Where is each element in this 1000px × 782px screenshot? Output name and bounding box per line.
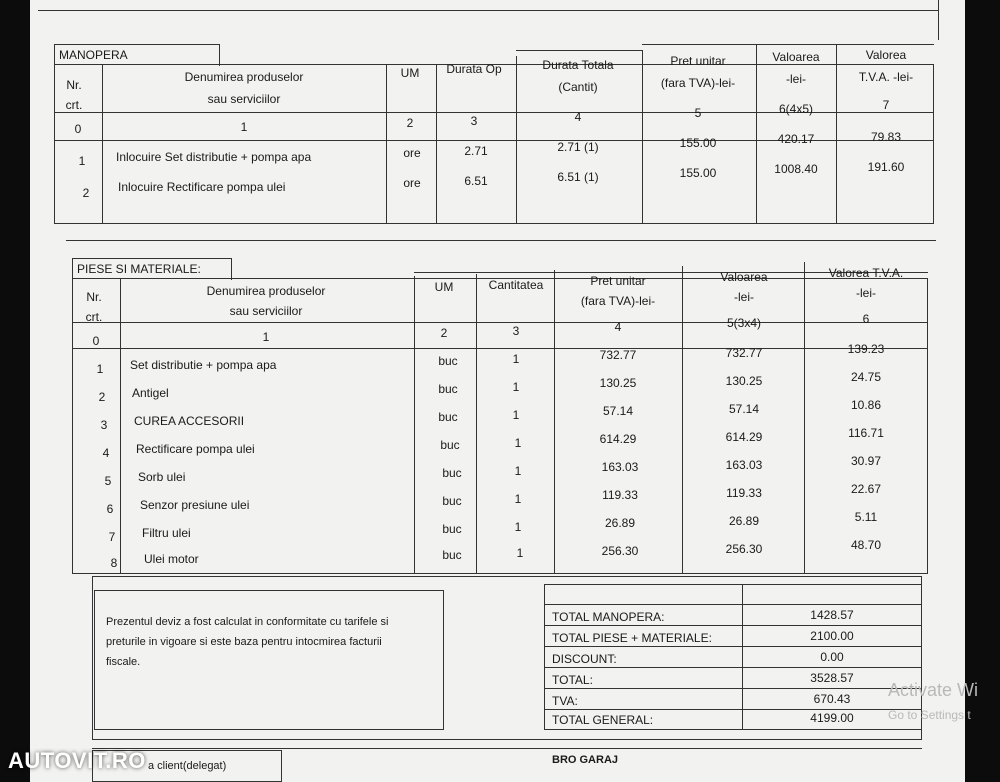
client-label: a client(delegat): [148, 760, 227, 772]
table-row-valoarea: 130.25: [725, 374, 763, 388]
notes-line: Prezentul deviz a fost calculat in conformitate cu tarifele si: [106, 616, 389, 628]
table-row-name: Inlocuire Set distributie + pompa apa: [116, 150, 312, 164]
piese-index-cell: 5(3x4): [726, 316, 762, 330]
table-row-qty: 1: [512, 380, 520, 394]
table-row-nr: 8: [110, 556, 118, 570]
piese-header-um: UM: [434, 280, 454, 294]
table-row-valoarea: 57.14: [728, 402, 760, 416]
piese-header-pret-sub: (fara TVA)-lei-: [580, 294, 656, 308]
table-row-nr: 1: [78, 154, 86, 168]
header-tva-sub: T.V.A. -lei-: [858, 70, 914, 84]
table-row-um: buc: [442, 494, 462, 508]
manopera-index-cell: 4: [574, 110, 582, 124]
table-row-name: Inlocuire Rectificare pompa ulei: [118, 180, 286, 194]
table-row-name: CUREA ACCESORII: [134, 414, 245, 428]
table-row-qty: 1: [514, 520, 522, 534]
header-name: Denumirea produselor: [184, 70, 304, 84]
header-durata-op: Durata Op: [446, 62, 502, 76]
manopera-index-cell: 2: [406, 116, 414, 130]
piese-header-crt: crt.: [85, 310, 103, 324]
table-row-durata-totala: 2.71 (1): [557, 140, 599, 154]
total-value: 3528.57: [810, 671, 854, 685]
table-row-name: Ulei motor: [144, 552, 199, 566]
header-um: UM: [400, 66, 420, 80]
piese-index-cell: 0: [92, 334, 100, 348]
table-row-name: Filtru ulei: [142, 526, 191, 540]
table-row-nr: 1: [96, 362, 104, 376]
piese-header-cantitatea: Cantitatea: [488, 278, 544, 292]
table-row-nr: 3: [100, 418, 108, 432]
header-durata-totala: Durata Totala: [542, 58, 614, 72]
table-row-um: buc: [440, 438, 460, 452]
table-row-durata-op: 2.71: [464, 144, 488, 158]
header-tva: Valorea: [865, 48, 907, 62]
windows-activation-subtext: Go to Settings t: [888, 708, 971, 722]
total-piese-value: 2100.00: [810, 629, 854, 643]
piese-header-valoarea-sub: -lei-: [734, 290, 754, 304]
table-row-durata-op: 6.51: [464, 174, 488, 188]
table-row-tva: 22.67: [850, 482, 882, 496]
table-row-tva: 48.70: [850, 538, 882, 552]
piese-header-valoarea: Valoarea: [720, 270, 768, 284]
table-row-name: Sorb ulei: [138, 470, 186, 484]
table-row-pret: 256.30: [601, 544, 639, 558]
document-screen: [30, 0, 965, 782]
table-row-qty: 1: [514, 436, 522, 450]
table-row-um: buc: [438, 354, 458, 368]
piese-title: PIESE SI MATERIALE:: [72, 258, 232, 280]
total-manopera-value: 1428.57: [810, 608, 854, 622]
table-row-valoarea: 1008.40: [774, 162, 818, 176]
table-row-qty: 1: [512, 352, 520, 366]
table-row-qty: 1: [516, 546, 524, 560]
piese-header-pret: Pret unitar: [590, 274, 646, 288]
manopera-index-cell: 6(4x5): [778, 102, 814, 116]
table-row-um: buc: [438, 382, 458, 396]
table-row-name: Antigel: [132, 386, 169, 400]
piese-header-name: Denumirea produselor: [206, 284, 326, 298]
table-row-um: ore: [403, 146, 421, 160]
header-valoarea: Valoarea: [772, 50, 820, 64]
monitor-bezel-right: [962, 0, 1000, 782]
table-row-qty: 1: [512, 408, 520, 422]
table-row-valoarea: 614.29: [725, 430, 763, 444]
total-general-label: TOTAL GENERAL:: [552, 713, 654, 727]
table-row-valoarea: 26.89: [728, 514, 760, 528]
total-general-value: 4199.00: [810, 711, 854, 725]
table-row-valoarea: 420.17: [777, 132, 815, 146]
table-row-pret: 155.00: [679, 136, 717, 150]
table-row-valoarea: 119.33: [726, 486, 762, 500]
table-row-pret: 614.29: [599, 432, 637, 446]
manopera-index-cell: 3: [470, 114, 478, 128]
top-right-border: [938, 0, 939, 40]
piese-index-cell: 4: [614, 320, 622, 334]
table-row-pret: 163.03: [601, 460, 639, 474]
piese-header-tva: Valorea T.V.A.: [828, 266, 904, 280]
table-row-tva: 10.86: [850, 398, 882, 412]
table-row-um: buc: [438, 410, 458, 424]
table-row-tva: 139.23: [847, 342, 885, 356]
manopera-index-cell: 1: [240, 120, 248, 134]
header-pret: Pret unitar: [670, 54, 726, 68]
table-row-tva: 24.75: [850, 370, 882, 384]
tva-label: TVA:: [552, 694, 578, 708]
header-cantit: (Cantit): [558, 80, 598, 94]
table-row-name: Rectificare pompa ulei: [136, 442, 255, 456]
table-row-um: buc: [442, 548, 462, 562]
table-row-valoarea: 732.77: [725, 346, 763, 360]
table-row-tva: 5.11: [854, 510, 878, 524]
piese-header-name-sub: sau serviciilor: [229, 304, 303, 318]
table-row-pret: 26.89: [604, 516, 636, 530]
table-row-qty: 1: [514, 492, 522, 506]
table-row-nr: 2: [82, 186, 90, 200]
windows-activation-text: Activate Wi: [888, 680, 979, 700]
discount-value: 0.00: [820, 650, 844, 664]
autovit-watermark-logo: AUTOVIT.RO: [8, 748, 146, 773]
table-row-pret: 130.25: [599, 376, 637, 390]
table-row-valoarea: 163.03: [725, 458, 763, 472]
manopera-index-cell: 5: [694, 106, 702, 120]
table-row-tva: 116.71: [848, 426, 884, 440]
total-label: TOTAL:: [552, 673, 593, 687]
piese-index-cell: 3: [512, 324, 520, 338]
header-valoarea-sub: -lei-: [786, 72, 806, 86]
notes-text: [106, 612, 388, 672]
manopera-index-cell: 0: [74, 122, 82, 136]
table-row-pret: 119.33: [602, 488, 638, 502]
notes-line: fiscale.: [106, 656, 141, 668]
table-row-pret: 155.00: [679, 166, 717, 180]
table-row-pret: 732.77: [599, 348, 637, 362]
table-row-name: Senzor presiune ulei: [140, 498, 250, 512]
table-row-qty: 1: [514, 464, 522, 478]
header-nr: Nr.: [66, 78, 82, 92]
piese-header-tva-sub: -lei-: [856, 286, 876, 300]
table-row-durata-totala: 6.51 (1): [557, 170, 599, 184]
table-row-tva: 30.97: [850, 454, 882, 468]
table-row-name: Set distributie + pompa apa: [130, 358, 277, 372]
table-row-tva: 79.83: [870, 130, 902, 144]
top-border: [38, 10, 938, 11]
table-row-valoarea: 256.30: [725, 542, 763, 556]
table-row-nr: 5: [104, 474, 112, 488]
table-row-pret: 57.14: [602, 404, 634, 418]
table-row-um: ore: [403, 176, 421, 190]
notes-line: preturile in vigoare si este baza pentru intocmirea facturii: [106, 636, 382, 648]
header-crt: crt.: [65, 98, 83, 112]
table-row-nr: 2: [98, 390, 106, 404]
manopera-title: MANOPERA: [54, 44, 220, 66]
manopera-index-cell: 7: [882, 98, 890, 112]
discount-label: DISCOUNT:: [552, 652, 617, 666]
piese-index-cell: 1: [262, 330, 270, 344]
table-row-nr: 6: [106, 502, 114, 516]
total-piese-label: TOTAL PIESE + MATERIALE:: [552, 631, 712, 645]
table-row-nr: 7: [108, 530, 116, 544]
table-row-um: buc: [442, 522, 462, 536]
header-name-sub: sau serviciilor: [207, 92, 281, 106]
piese-header-nr: Nr.: [86, 290, 102, 304]
header-pret-sub: (fara TVA)-lei-: [660, 76, 736, 90]
piese-index-cell: 2: [440, 326, 448, 340]
table-row-um: buc: [442, 466, 462, 480]
table-row-tva: 191.60: [867, 160, 905, 174]
table-row-nr: 4: [102, 446, 110, 460]
piese-index-cell: 6: [862, 312, 870, 326]
total-manopera-label: TOTAL MANOPERA:: [552, 610, 665, 624]
garage-name: BRO GARAJ: [552, 754, 619, 766]
tva-value: 670.43: [813, 692, 851, 706]
